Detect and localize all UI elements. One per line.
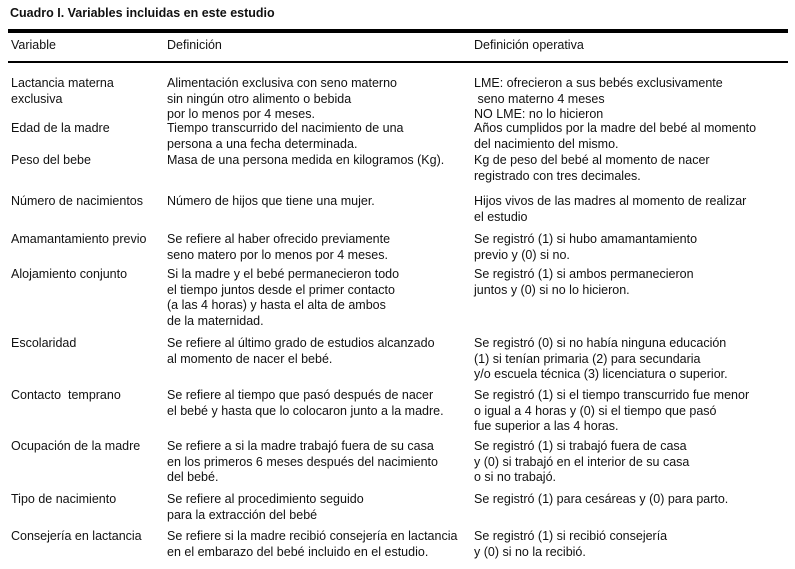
cell-line: Se registró (1) si hubo amamantamiento [474, 232, 698, 246]
cell-line: (a las 4 horas) y hasta el alta de ambos [167, 298, 386, 312]
cell-line: persona a una fecha determinada. [167, 136, 358, 151]
cell-line: Se refiere al haber ofrecido previamente [167, 232, 391, 246]
cell-line: previo y (0) si no. [474, 247, 570, 262]
cell-definicion [167, 336, 435, 367]
cell-variable [11, 232, 146, 248]
cell-line: del bebé. [167, 470, 219, 484]
cell-line: exclusiva [11, 91, 63, 106]
cell-line: sin ningún otro alimento o bebida [167, 91, 352, 106]
cell-variable [11, 529, 142, 545]
cell-definicion [167, 121, 403, 152]
cell-line: fue superior a las 4 horas. [474, 419, 619, 433]
cell-definicion [167, 388, 444, 419]
cell-definicion [167, 232, 390, 263]
cell-line: Se registró (1) si recibió consejería [474, 529, 668, 543]
table-title: Cuadro I. Variables incluidas en este estudio [10, 6, 275, 20]
cell-line: el bebé y hasta que lo colocaron junto a la madre. [167, 403, 444, 418]
cell-line: registrado con tres decimales. [474, 168, 641, 183]
cell-line: el estudio [474, 209, 528, 224]
cell-line: NO LME: no lo hicieron [474, 107, 604, 121]
cell-variable [11, 153, 91, 169]
cell-definicion-operativa [474, 76, 723, 123]
cell-line: Se refiere al tiempo que pasó después de nacer [167, 388, 434, 402]
cell-variable [11, 76, 114, 107]
cell-line: juntos y (0) si no lo hicieron. [474, 282, 630, 297]
cell-definicion-operativa [474, 439, 689, 486]
cell-variable [11, 439, 140, 455]
cell-variable [11, 388, 121, 404]
cell-line: Se registró (1) para cesáreas y (0) para parto. [474, 492, 729, 506]
cell-definicion-operativa [474, 529, 667, 560]
cell-line: Se registró (1) si el tiempo transcurrido fue menor [474, 388, 750, 402]
cell-line: Tiempo transcurrido del nacimiento de una [167, 121, 404, 135]
cell-definicion-operativa [474, 267, 694, 298]
cell-line: Peso del bebe [11, 153, 91, 167]
cell-line: el tiempo juntos desde el primer contacto [167, 282, 395, 297]
cell-line: Se refiere si la madre recibió consejería en lactancia [167, 529, 458, 543]
cell-line: Edad de la madre [11, 121, 110, 135]
cell-line: Ocupación de la madre [11, 439, 141, 453]
cell-line: Años cumplidos por la madre del bebé al momento [474, 121, 757, 135]
cell-line: Escolaridad [11, 336, 77, 350]
cell-line: LME: ofrecieron a sus bebés exclusivamente [474, 76, 723, 90]
cell-line: seno materno 4 meses [474, 91, 605, 106]
cell-definicion-operativa [474, 232, 697, 263]
cell-line: en el embarazo del bebé incluido en el estudio. [167, 544, 429, 559]
cell-line: o igual a 4 horas y (0) si el tiempo que pasó [474, 403, 717, 418]
cell-line: Si la madre y el bebé permanecieron todo [167, 267, 400, 281]
cell-line: Consejería en lactancia [11, 529, 142, 543]
header-variable: Variable [11, 38, 56, 52]
cell-line: Lactancia materna [11, 76, 114, 90]
top-rule [8, 29, 788, 33]
cell-line: Masa de una persona medida en kilogramos (Kg). [167, 153, 445, 167]
cell-definicion-operativa [474, 388, 749, 435]
cell-line: Tipo de nacimiento [11, 492, 117, 506]
cell-line: Kg de peso del bebé al momento de nacer [474, 153, 710, 167]
cell-line: Número de hijos que tiene una mujer. [167, 194, 375, 208]
cell-line: (1) si tenían primaria (2) para secundaria [474, 351, 701, 366]
cell-line: y (0) si trabajó en el interior de su casa [474, 454, 690, 469]
cell-line: Amamantamiento previo [11, 232, 147, 246]
cell-line: o si no trabajó. [474, 470, 556, 484]
cell-definicion-operativa [474, 153, 710, 184]
cell-line: Se refiere al último grado de estudios alcanzado [167, 336, 435, 350]
cell-line: Se registró (0) si no había ninguna educación [474, 336, 727, 350]
cell-line: Se registró (1) si trabajó fuera de casa [474, 439, 687, 453]
cell-definicion [167, 439, 438, 486]
cell-line: de la maternidad. [167, 313, 264, 328]
header-rule [8, 61, 788, 63]
cell-line: Se refiere al procedimiento seguido [167, 492, 364, 506]
cell-line: y/o escuela técnica (3) licenciatura o superior. [474, 367, 728, 381]
cell-line: Se registró (1) si ambos permanecieron [474, 267, 694, 281]
cell-variable [11, 336, 76, 352]
cell-line: Alojamiento conjunto [11, 267, 128, 281]
header-definicion: Definición [167, 38, 222, 52]
cell-definicion [167, 194, 375, 210]
cell-line: Número de nacimientos [11, 194, 144, 208]
header-definicion-operativa: Definición operativa [474, 38, 584, 52]
cell-variable [11, 492, 116, 508]
cell-line: Hijos vivos de las madres al momento de realizar [474, 194, 747, 208]
cell-line: Se refiere a si la madre trabajó fuera de su casa [167, 439, 434, 453]
cell-line: al momento de nacer el bebé. [167, 351, 333, 366]
cell-variable [11, 194, 143, 210]
cell-line: por lo menos por 4 meses. [167, 107, 315, 121]
cell-line: Alimentación exclusiva con seno materno [167, 76, 397, 90]
cell-definicion [167, 529, 457, 560]
cell-definicion-operativa [474, 194, 746, 225]
cell-definicion [167, 492, 364, 523]
cell-line: en los primeros 6 meses después del nacimiento [167, 454, 438, 469]
cell-line: del nacimiento del mismo. [474, 136, 619, 151]
cell-definicion [167, 76, 397, 123]
cell-line: y (0) si no la recibió. [474, 544, 586, 559]
cell-line: Contacto temprano [11, 388, 121, 402]
cell-definicion-operativa [474, 121, 756, 152]
cell-variable [11, 267, 127, 283]
cell-line: para la extracción del bebé [167, 507, 318, 522]
cell-variable [11, 121, 110, 137]
cell-definicion [167, 153, 444, 169]
cell-line: seno matero por lo menos por 4 meses. [167, 247, 388, 262]
cell-definicion-operativa [474, 492, 728, 508]
cell-definicion [167, 267, 399, 329]
cell-definicion-operativa [474, 336, 728, 383]
